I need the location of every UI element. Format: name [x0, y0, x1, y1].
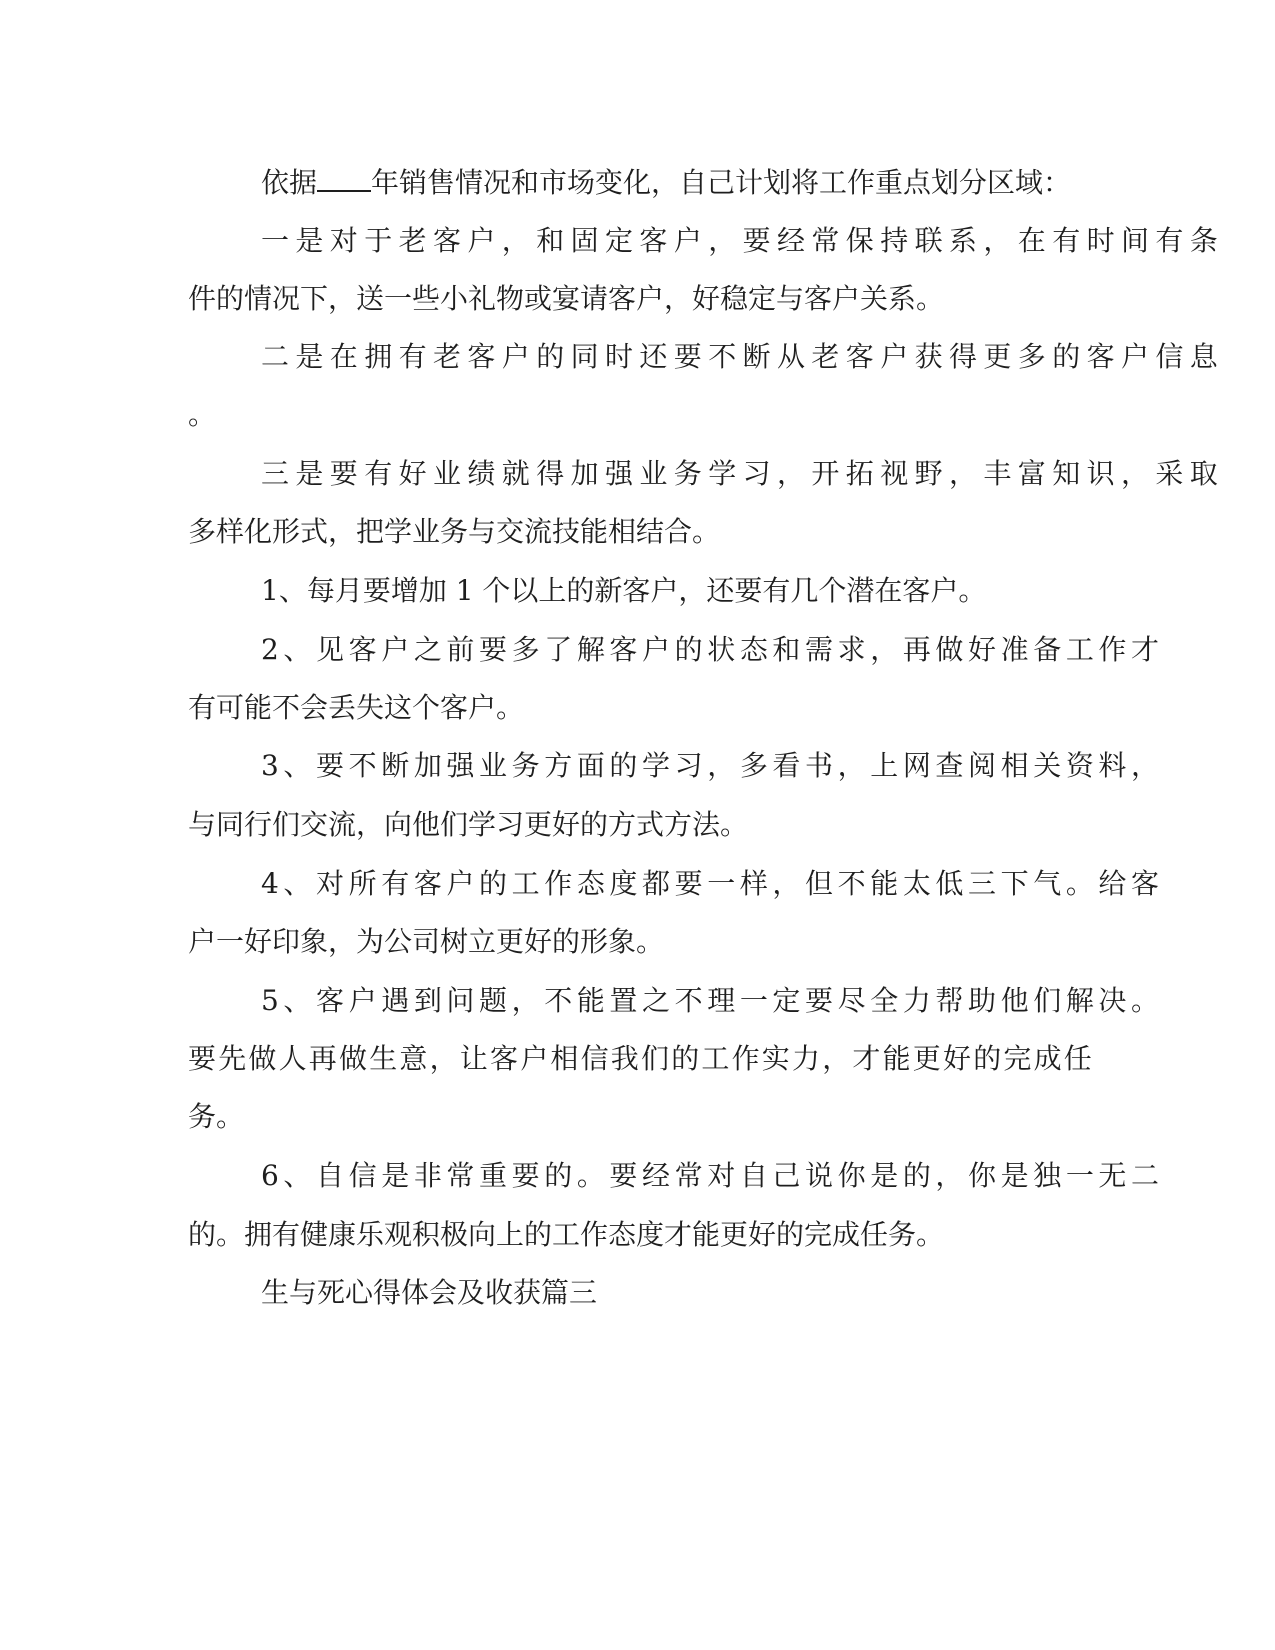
paragraph-line: 4、对所有客户的工作态度都要一样，但不能太低三下气。给客: [261, 867, 1164, 900]
section-heading: 生与死心得体会及收获篇三: [261, 1276, 598, 1309]
paragraph-line: 户一好印象，为公司树立更好的形象。: [188, 925, 665, 958]
paragraph-line: 与同行们交流，向他们学习更好的方式方法。: [188, 808, 749, 841]
paragraph-line: 5、客户遇到问题，不能置之不理一定要尽全力帮助他们解决。: [261, 984, 1164, 1017]
paragraph-line: 1、每月要增加 1 个以上的新客户，还要有几个潜在客户。: [261, 574, 987, 607]
paragraph-line: 3、要不断加强业务方面的学习，多看书，上网查阅相关资料，: [261, 749, 1164, 782]
paragraph-line: 要先做人再做生意，让客户相信我们的工作实力，才能更好的完成任: [188, 1042, 1095, 1075]
paragraph-line: 2、见客户之前要多了解客户的状态和需求，再做好准备工作才: [261, 633, 1164, 666]
paragraph-line: 务。: [188, 1100, 245, 1133]
paragraph-line: 三是要有好业绩就得加强业务学习，开拓视野，丰富知识，采取: [261, 457, 1225, 490]
paragraph-line: 一是对于老客户，和固定客户，要经常保持联系，在有时间有条: [261, 224, 1225, 257]
paragraph-line: 多样化形式，把学业务与交流技能相结合。: [188, 515, 721, 548]
paragraph-line: 件的情况下，送一些小礼物或宴请客户，好稳定与客户关系。: [188, 282, 945, 315]
text-segment: 依据: [261, 166, 318, 199]
paragraph-line: 6、自信是非常重要的。要经常对自己说你是的，你是独一无二: [261, 1159, 1164, 1192]
paragraph-line: 的。拥有健康乐观积极向上的工作态度才能更好的完成任务。: [188, 1218, 945, 1251]
paragraph-line: [261, 163, 1071, 203]
fill-in-blank: [317, 164, 371, 192]
paragraph-line: 。: [188, 398, 217, 431]
text-segment: 年销售情况和市场变化，自己计划将工作重点划分区域：: [371, 166, 1072, 199]
paragraph-line: 二是在拥有老客户的同时还要不断从老客户获得更多的客户信息: [261, 340, 1225, 373]
paragraph-line: 有可能不会丢失这个客户。: [188, 691, 525, 724]
